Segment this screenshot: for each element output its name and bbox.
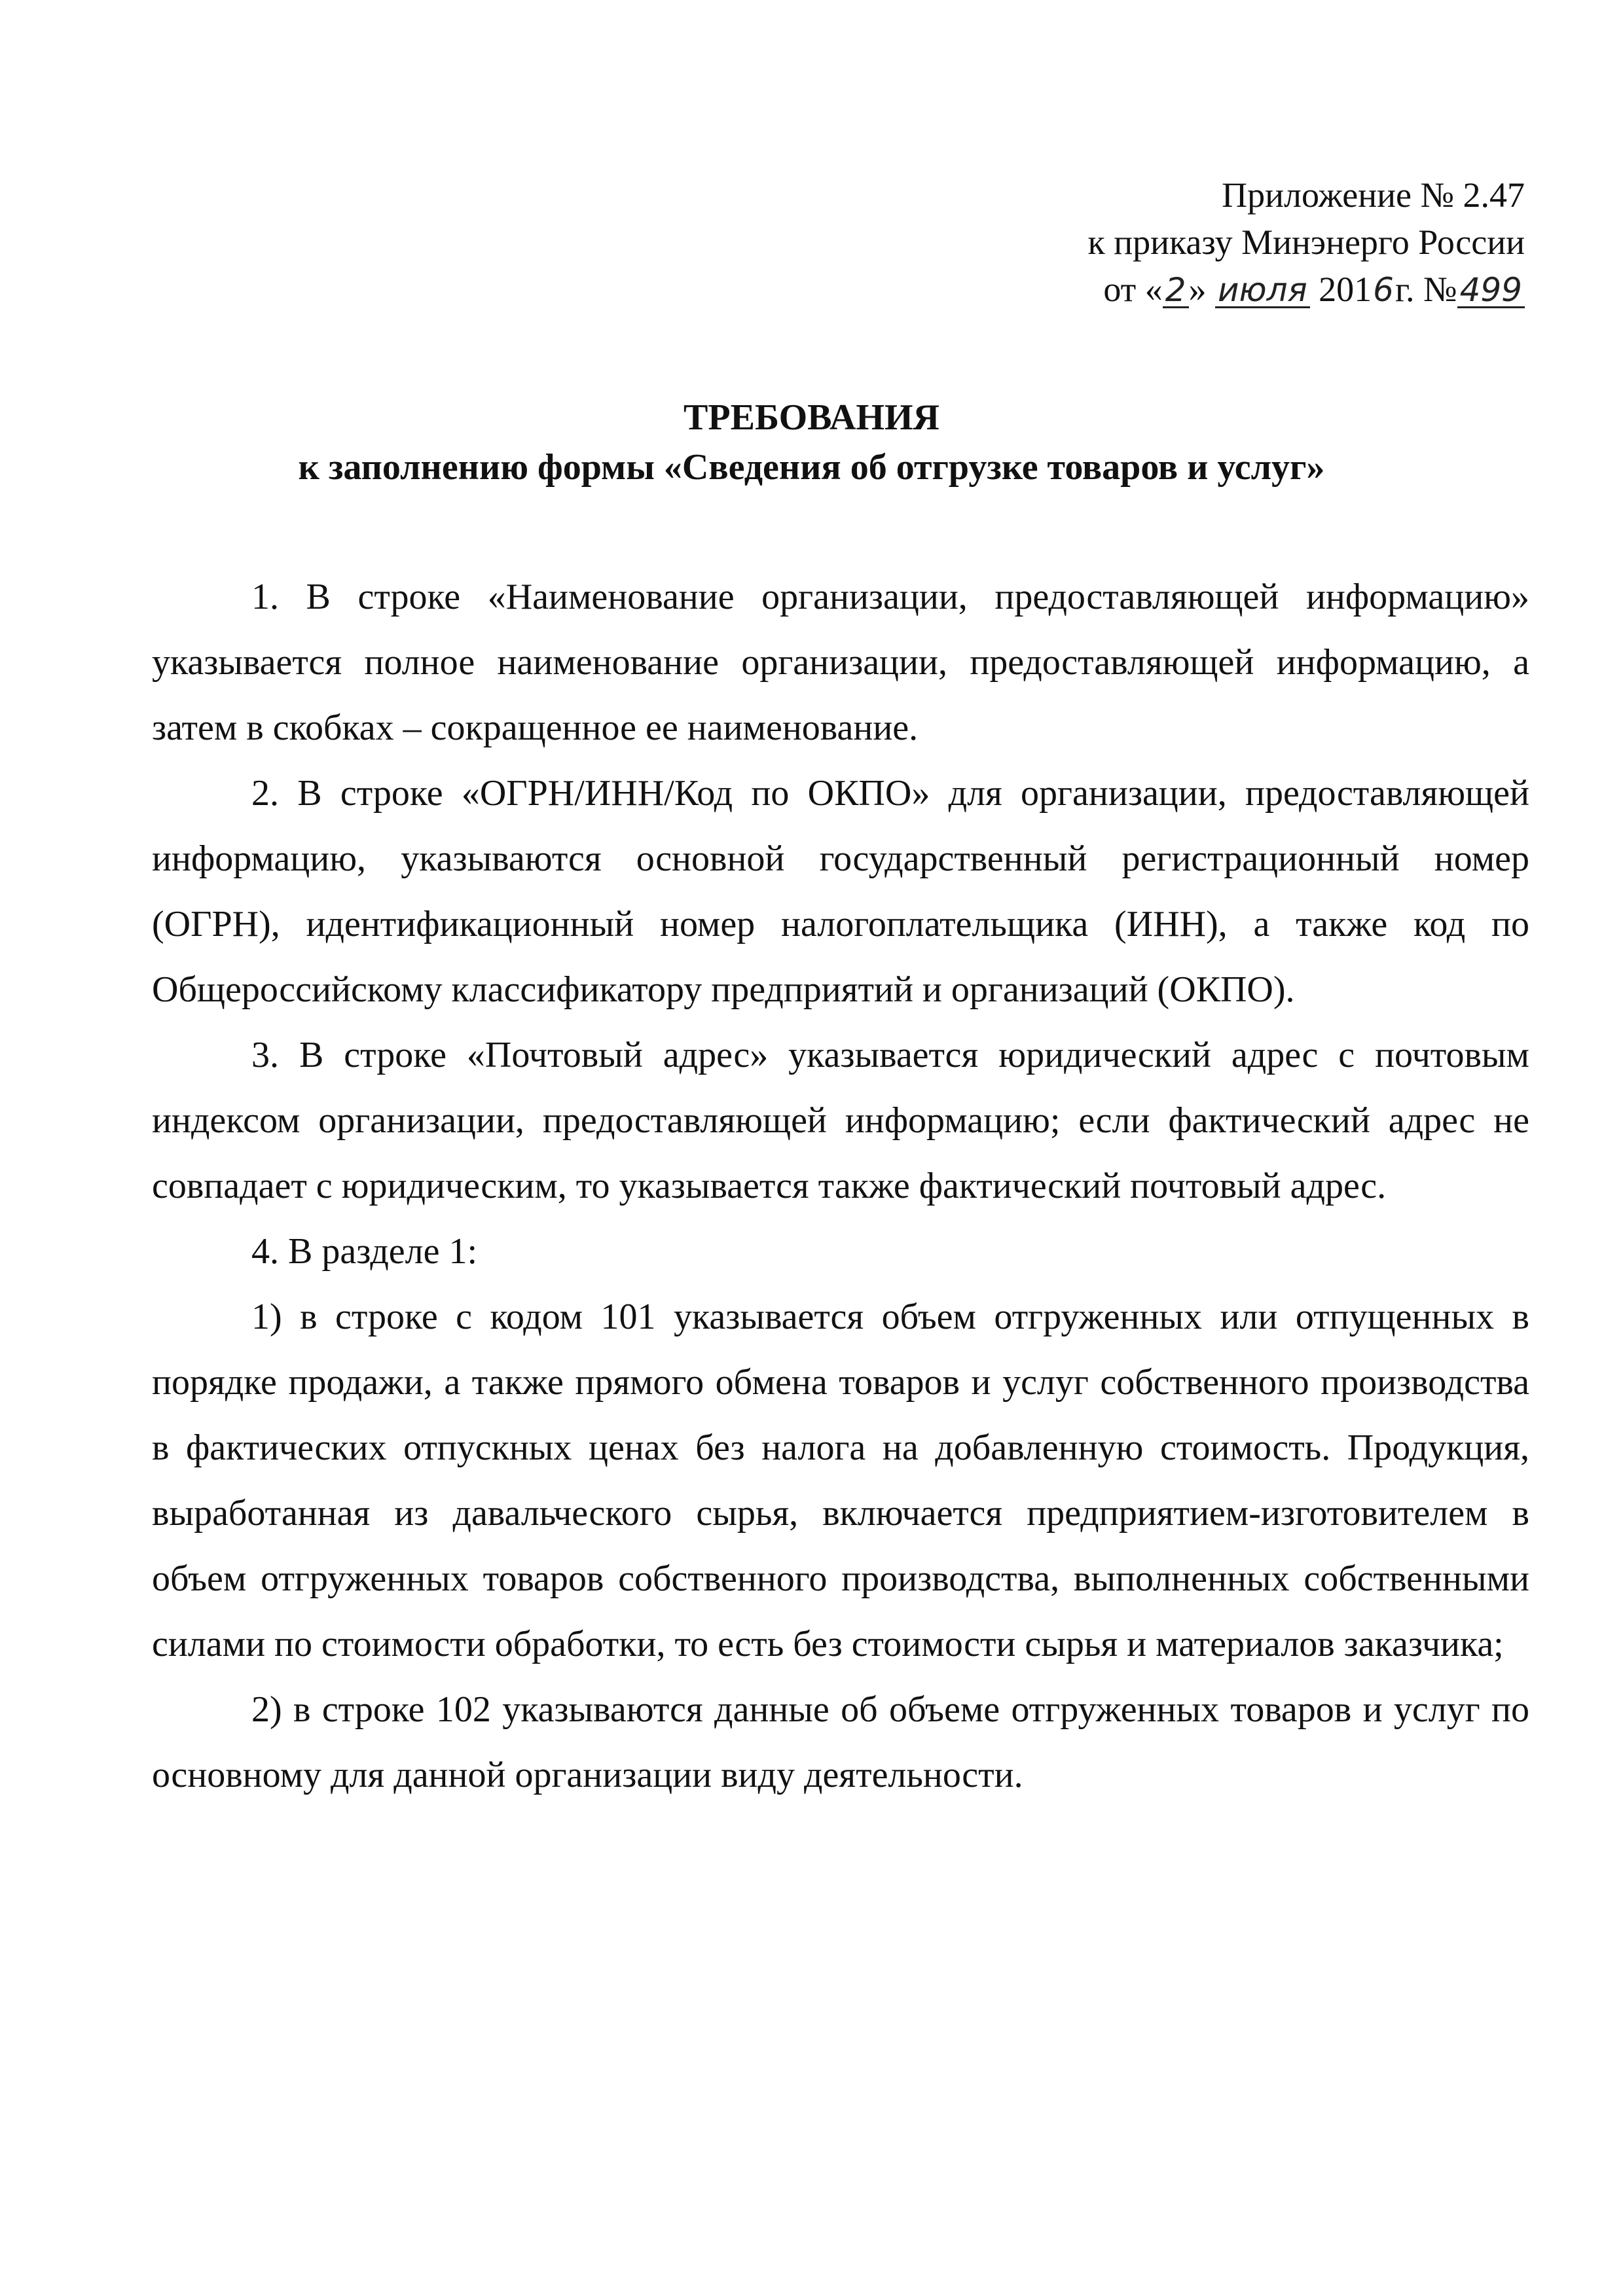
document-title-block — [0, 393, 1623, 492]
paragraph-4-item-2: 2) в строке 102 указываются данные об объеме отгруженных товаров и услуг по основному для данной организации виду деятельности. — [152, 1689, 1529, 1795]
document-body — [152, 564, 1529, 1808]
handwritten-year-digit: 6 — [1373, 271, 1394, 309]
paragraph-4-item-1: 1) в строке с кодом 101 указывается объем отгруженных или отпущенных в порядке продажи, а также прямого обмена товаров и услуг собственного производства в фактических отпускных ценах без налога на добавленную стоимость. Продукция, выработанная из давальческого сырья, включается предприятием-изготовителем в объем отгруженных товаров собственного производства, выполненных собственными силами по стоимости обработки, то есть без стоимости сырья и материалов заказчика; — [152, 1297, 1529, 1664]
paragraph-3: 3. В строке «Почтовый адрес» указывается юридический адрес с почтовым индексом организации, предоставляющей информацию; если фактический адрес не совпадает с юридическим, то указывается также фактический почтовый адрес. — [152, 1035, 1529, 1206]
appendix-header — [1087, 171, 1525, 313]
handwritten-day: 2 — [1163, 274, 1189, 308]
appendix-order-ref: к приказу Минэнерго России — [1087, 223, 1525, 262]
handwritten-month: июля — [1215, 274, 1310, 308]
appendix-date-line — [1087, 266, 1525, 313]
document-subtitle: к заполнению формы «Сведения об отгрузке товаров и услуг» — [298, 447, 1325, 488]
handwritten-order-number: 499 — [1457, 274, 1525, 308]
number-prefix: г. № — [1395, 270, 1457, 309]
paragraph-1: 1. В строке «Наименование организации, предоставляющей информацию» указывается полное наименование организации, предоставляющей информацию, а затем в скобках – сокращенное ее наименование. — [152, 577, 1529, 748]
paragraph-2: 2. В строке «ОГРН/ИНН/Код по ОКПО» для организации, предоставляющей информацию, указываются основной государственный регистрационный номер (ОГРН), идентификационный номер налогоплательщика (ИНН), а также код по Общероссийскому классификатору предприятий и организаций (ОКПО). — [152, 773, 1529, 1010]
appendix-number: Приложение № 2.47 — [1222, 175, 1525, 215]
year-prefix: 201 — [1319, 270, 1372, 309]
document-title: ТРЕБОВАНИЯ — [684, 397, 939, 438]
date-prefix: от « — [1103, 270, 1163, 309]
paragraph-4: 4. В разделе 1: — [251, 1231, 478, 1272]
date-mid: » — [1188, 270, 1207, 309]
